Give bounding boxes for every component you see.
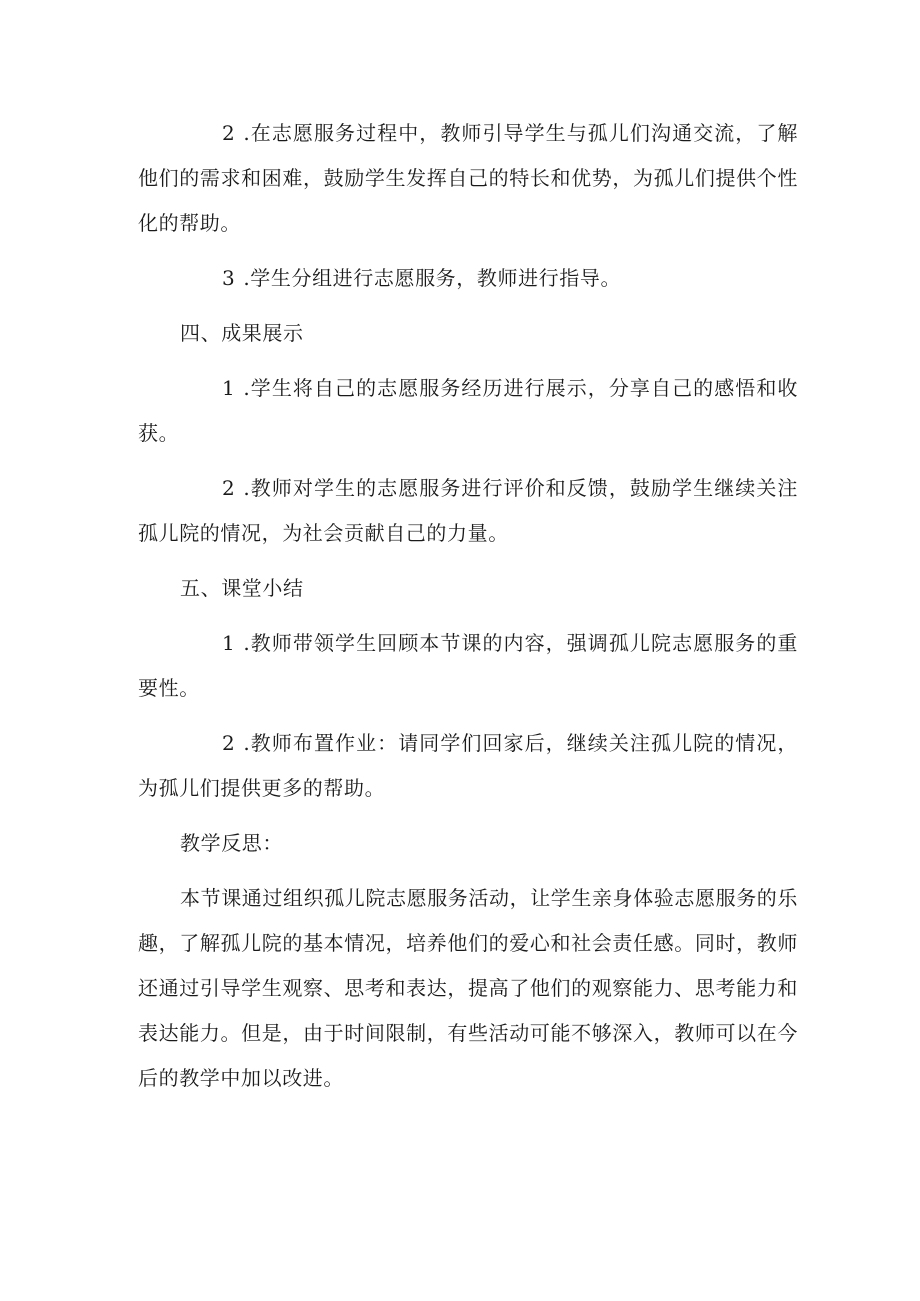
paragraph-activity-step-3 [138, 256, 798, 301]
paragraph-text: .在志愿服务过程中，教师引导学生与孤儿们沟通交流，了解他们的需求和困难，鼓励学生发挥自己的特长和优势，为孤儿们提供个性化的帮助。 [138, 121, 798, 235]
paragraph-text: .教师布置作业：请同学们回家后，继续关注孤儿院的情况，为孤儿们提供更多的帮助。 [138, 731, 798, 800]
section-heading-summary [138, 566, 798, 611]
list-number: 3 [222, 266, 236, 290]
heading-text: 四、成果展示 [180, 321, 304, 345]
list-number: 2 [222, 731, 236, 755]
heading-text: 教学反思： [180, 831, 283, 855]
paragraph-activity-step-2 [138, 111, 798, 246]
heading-text: 五、课堂小结 [180, 576, 304, 600]
paragraph-reflection-body [138, 876, 798, 1101]
list-number: 2 [222, 476, 236, 500]
paragraph-text: .学生分组进行志愿服务，教师进行指导。 [243, 266, 622, 290]
section-heading-results [138, 311, 798, 356]
paragraph-text: .学生将自己的志愿服务经历进行展示，分享自己的感悟和收获。 [138, 376, 798, 445]
list-number: 2 [222, 121, 236, 145]
list-number: 1 [222, 376, 236, 400]
paragraph-text: .教师对学生的志愿服务进行评价和反馈，鼓励学生继续关注孤儿院的情况，为社会贡献自己的力量。 [138, 476, 798, 545]
paragraph-text: .教师带领学生回顾本节课的内容，强调孤儿院志愿服务的重要性。 [138, 631, 798, 700]
document-body [138, 111, 798, 1111]
list-number: 1 [222, 631, 236, 655]
paragraph-summary-step-2 [138, 721, 798, 811]
section-heading-reflection [138, 821, 798, 866]
paragraph-results-step-1 [138, 366, 798, 456]
paragraph-results-step-2 [138, 466, 798, 556]
paragraph-text: 本节课通过组织孤儿院志愿服务活动，让学生亲身体验志愿服务的乐趣，了解孤儿院的基本情况，培养他们的爱心和社会责任感。同时，教师还通过引导学生观察、思考和表达，提高了他们的观察能力、思考能力和表达能力。但是，由于时间限制，有些活动可能不够深入，教师可以在今后的教学中加以改进。 [138, 886, 798, 1090]
paragraph-summary-step-1 [138, 621, 798, 711]
